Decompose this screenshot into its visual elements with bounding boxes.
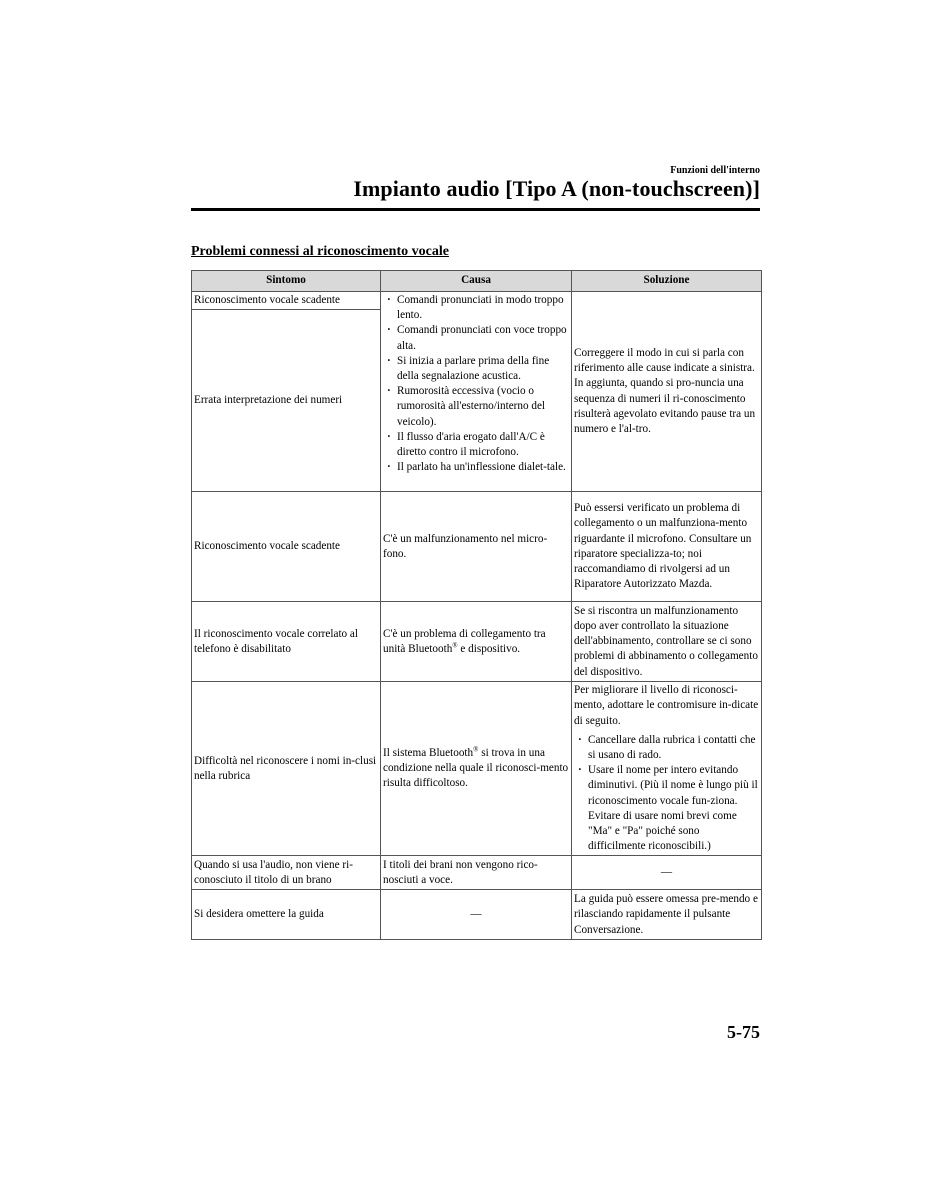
cause-cell (381, 682, 572, 856)
table-row (192, 492, 762, 602)
table-row (192, 856, 762, 890)
registered-mark: ® (452, 640, 458, 649)
cause-cell: — (381, 890, 572, 940)
list-item: · Cancellare dalla rubrica i contatti che si usano di rado. (574, 733, 759, 763)
cause-cell: I titoli dei brani non vengono rico-nosciuti a voce. (381, 856, 572, 890)
table-row (192, 890, 762, 940)
symptom-cell: Difficoltà nel riconoscere i nomi in-clusi nella rubrica (192, 682, 381, 856)
list-item: · Comandi pronunciati in modo troppo lento. (383, 293, 569, 323)
column-header-cause: Causa (381, 271, 572, 292)
solution-cell: La guida può essere omessa pre-mendo e rilasciando rapidamente il pulsante Conversazione. (572, 890, 762, 940)
title-rule (191, 208, 760, 211)
symptom-cell: Quando si usa l'audio, non viene ri-conosciuto il titolo di un brano (192, 856, 381, 890)
section-heading: Problemi connessi al riconoscimento vocale (191, 244, 449, 259)
cause-list (383, 293, 569, 475)
list-item: · Il parlato ha un'inflessione dialet-tale. (383, 460, 569, 475)
cause-text: Il sistema Bluetooth (383, 747, 474, 760)
cause-cell: C'è un malfunzionamento nel micro-fono. (381, 492, 572, 602)
list-item: · Comandi pronunciati con voce troppo alta. (383, 323, 569, 353)
symptom-cell: Riconoscimento vocale scadente (192, 492, 381, 602)
solution-cell (572, 682, 762, 856)
cause-text-end: e dispositivo. (457, 642, 521, 655)
table-header-row (192, 271, 762, 292)
cause-cell (381, 602, 572, 682)
cause-text-end: si trova in una condizione nella quale il riconosci-mento risulta difficoltoso. (383, 747, 569, 790)
solution-cell: — (572, 856, 762, 890)
list-item: · Si inizia a parlare prima della fine della segnalazione acustica. (383, 354, 569, 384)
table-row (192, 602, 762, 682)
symptom-cell: Si desidera omettere la guida (192, 890, 381, 940)
solution-cell: Se si riscontra un malfunzionamento dopo aver controllato la situazione dell'abbinamento, controllare se ci sono problemi di abbinamento o collegamento del dispositivo. (572, 602, 762, 682)
list-item: · Il flusso d'aria erogato dall'A/C è diretto contro il microfono. (383, 430, 569, 460)
solution-list (574, 733, 759, 855)
column-header-symptom: Sintomo (192, 271, 381, 292)
chapter-header: Funzioni dell'interno (670, 165, 760, 176)
solution-intro: Per migliorare il livello di riconosci-mento, adottare le contromisure in-dicate di seguito. (574, 684, 759, 727)
page-title: Impianto audio [Tipo A (non-touchscreen)] (353, 176, 760, 201)
registered-mark: ® (473, 745, 479, 754)
symptom-cell: Riconoscimento vocale scadente (192, 292, 381, 310)
table-row (192, 292, 762, 310)
page-number: 5-75 (727, 1022, 760, 1042)
list-item: · Rumorosità eccessiva (vocio o rumorosità all'esterno/interno del veicolo). (383, 384, 569, 430)
symptom-cell: Errata interpretazione dei numeri (192, 310, 381, 492)
solution-cell: Correggere il modo in cui si parla con riferimento alle cause indicate a sinistra. In aggiunta, quando si pro-nuncia una sequenza di numeri il ri-conoscimento risulterà agevolato evitando pause tra un numero e l'al-tro. (572, 292, 762, 492)
column-header-solution: Soluzione (572, 271, 762, 292)
cause-text: C'è un problema di collegamento tra unità Bluetooth (383, 627, 546, 655)
solution-cell: Può essersi verificato un problema di collegamento o un malfunziona-mento riguardante il microfono. Consultare un riparatore specializza-to; noi raccomandiamo di rivolgersi ad un Riparatore Autorizzato Mazda. (572, 492, 762, 602)
cause-cell (381, 292, 572, 492)
list-item: · Usare il nome per intero evitando diminutivi. (Più il nome è lungo più il riconoscimento vocale fun-ziona. Evitare di usare nomi brevi come "Ma" e "Pa" poiché sono difficilmente riconoscibili.) (574, 763, 759, 854)
troubleshooting-table (191, 270, 762, 940)
table-row (192, 682, 762, 856)
symptom-cell: Il riconoscimento vocale correlato al telefono è disabilitato (192, 602, 381, 682)
